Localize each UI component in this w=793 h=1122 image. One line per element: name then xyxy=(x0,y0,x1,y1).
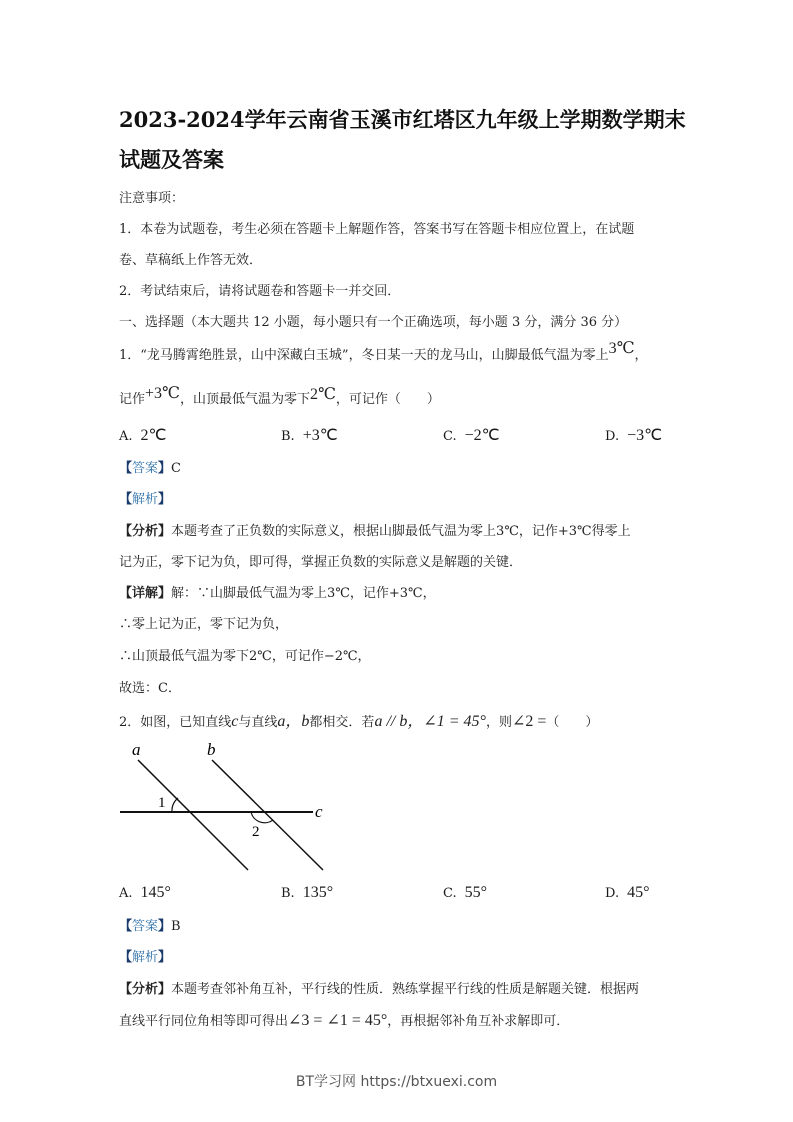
angle-1-label: 1 xyxy=(158,795,166,811)
label-b: b xyxy=(207,740,216,759)
q1-detail-line-2: ∴零上记为正，零下记为负， xyxy=(119,617,289,632)
q2-option-c: C. 55° xyxy=(443,884,488,901)
q1-detail-line-4: 故选：C． xyxy=(119,681,181,696)
title-line-2: 试题及答案 xyxy=(119,147,224,172)
q2-answer: 【答案】B xyxy=(119,919,181,934)
q1-stem-line-2: 记作+3℃，山顶最低气温为零下2℃，可记作（ ） xyxy=(119,385,440,407)
q1-option-b: B. +3℃ xyxy=(281,427,338,444)
q2-option-a: A. 145° xyxy=(119,884,171,901)
q1-option-d: D. −3℃ xyxy=(605,427,663,444)
q1-answer: 【答案】C xyxy=(119,461,181,476)
q2-option-d: D. 45° xyxy=(605,884,650,901)
q1-fenxi-line-1: 【分析】本题考查了正负数的实际意义，根据山脚最低气温为零上3℃，记作+3℃得零上 xyxy=(119,524,631,539)
q2-stem: 2．如图，已知直线c与直线a，b都相交．若a // b，∠1 = 45°，则∠2 =（ ） xyxy=(119,713,599,730)
section-heading: 一、选择题（本大题共 12 小题，每小题只有一个正确选项，每小题 3 分，满分 36 分） xyxy=(119,315,628,330)
notice-item-2: 2．考试结束后，请将试题卷和答题卡一并交回． xyxy=(119,284,401,299)
document-title xyxy=(119,100,689,180)
notice-heading: 注意事项： xyxy=(119,191,185,206)
q2-fenxi-line-2: 直线平行同位角相等即可得出∠3 = ∠1 = 45°，再根据邻补角互补求解即可． xyxy=(119,1012,570,1029)
q1-detail-line-3: ∴山顶最低气温为零下2℃，可记作−2℃， xyxy=(119,649,371,664)
notice-item-1a: 1．本卷为试题卷，考生必须在答题卡上解题作答，答案书写在答题卡相应位置上，在试题 xyxy=(119,222,635,237)
site-footer-watermark: BT学习网 https://btxuexi.com xyxy=(295,1074,498,1090)
label-a: a xyxy=(132,740,141,759)
q2-option-b: B. 135° xyxy=(281,884,334,901)
q1-option-c: C. −2℃ xyxy=(443,427,500,444)
q1-option-a: A. 2℃ xyxy=(119,427,167,444)
angle-2-label: 2 xyxy=(252,824,260,840)
label-c: c xyxy=(315,802,323,821)
q1-analysis-label: 【解析】 xyxy=(119,492,172,507)
title-line-1: 2023-2024学年云南省玉溪市红塔区九年级上学期数学期末 xyxy=(119,107,686,132)
q2-fenxi-line-1: 【分析】本题考查邻补角互补，平行线的性质．熟练掌握平行线的性质是解题关键．根据两 xyxy=(119,982,640,997)
q2-parallel-lines-figure xyxy=(110,735,360,880)
q1-fenxi-line-2: 记为正，零下记为负，即可得，掌握正负数的实际意义是解题的关键． xyxy=(119,555,523,570)
notice-item-1b: 卷、草稿纸上作答无效． xyxy=(119,253,263,268)
q1-detail-line-1: 【详解】解：∵山脚最低气温为零上3℃，记作+3℃， xyxy=(119,586,436,601)
q2-analysis-label: 【解析】 xyxy=(119,950,172,965)
q1-stem-line-1: 1．“龙马腾霄绝胜景，山中深藏白玉城”，冬日某一天的龙马山，山脚最低气温为零上3℃， xyxy=(119,340,648,363)
